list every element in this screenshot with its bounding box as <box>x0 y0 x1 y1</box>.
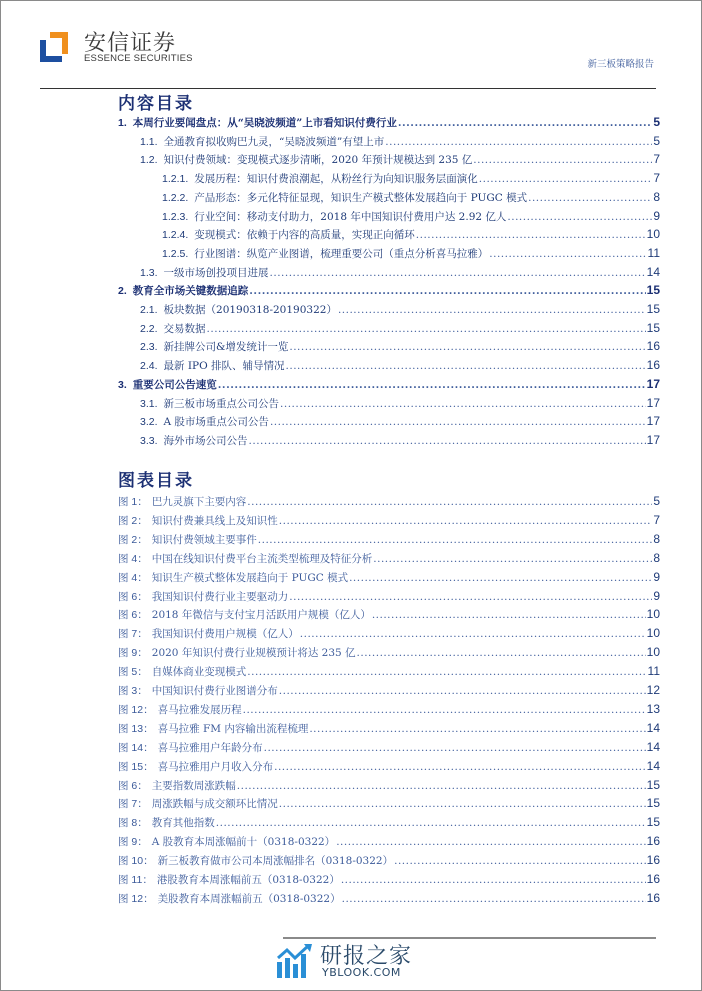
entry-number: 图 15： <box>118 760 154 773</box>
dot-leader <box>243 704 646 716</box>
dot-leader <box>264 742 646 754</box>
entry-page-number: 9 <box>653 569 660 584</box>
entry-page-number: 15 <box>646 302 660 316</box>
entry-number: 1.2. <box>140 154 158 167</box>
entry-page-number: 9 <box>653 208 660 223</box>
figures-title: 图表目录 <box>118 471 194 491</box>
entry-page-number: 13 <box>646 701 660 716</box>
dot-leader <box>289 591 652 603</box>
entry-page-number: 7 <box>653 512 660 527</box>
entry-number: 1.2.4. <box>162 229 189 242</box>
entry-page-number: 7 <box>653 171 660 186</box>
figure-entry[interactable] <box>118 796 660 814</box>
entry-page-number: 5 <box>653 133 660 148</box>
report-type: 新三板策略报告 <box>587 59 654 70</box>
entry-page-number: 16 <box>646 890 660 905</box>
entry-number: 1.2.5. <box>162 247 189 260</box>
entry-label: 中国知识付费行业图谱分布 <box>151 685 278 697</box>
toc-entry[interactable] <box>118 396 660 414</box>
entry-number: 2.4. <box>140 360 158 373</box>
entry-page-number: 11 <box>647 245 660 260</box>
figure-entry[interactable] <box>118 626 660 644</box>
toc-entry[interactable] <box>118 302 660 320</box>
entry-number: 2.3. <box>140 341 158 354</box>
entry-number: 2. <box>118 285 127 298</box>
toc-entry[interactable] <box>118 358 660 376</box>
toc-entry[interactable] <box>118 227 660 245</box>
entry-page-number: 14 <box>646 720 660 735</box>
entry-label: 周涨跌幅与成交额环比情况 <box>151 798 278 811</box>
entry-page-number: 15 <box>646 777 660 792</box>
entry-number: 图 9： <box>118 836 148 849</box>
entry-label: 美股教育本周涨幅前五（0318-0322） <box>157 892 341 905</box>
entry-number: 1.3. <box>140 266 158 279</box>
dot-leader <box>270 416 646 428</box>
figure-entry[interactable] <box>118 740 660 758</box>
entry-number: 图 7： <box>118 798 148 811</box>
entry-label: 教育全市场关键数据追踪 <box>132 285 249 298</box>
figure-entry[interactable] <box>118 759 660 777</box>
entry-number: 1.2.3. <box>162 210 189 223</box>
dot-leader <box>237 780 646 792</box>
dot-leader <box>258 534 653 546</box>
dot-leader <box>279 515 653 527</box>
figure-entry[interactable] <box>118 721 660 739</box>
entry-number: 1.2.1. <box>162 173 189 186</box>
entry-number: 图 5： <box>118 666 148 679</box>
dot-leader <box>270 267 646 279</box>
entry-number: 图 14： <box>118 741 154 754</box>
entry-page-number: 5 <box>653 115 660 129</box>
figure-entry[interactable] <box>118 551 660 569</box>
entry-number: 图 4： <box>118 571 148 584</box>
entry-page-number: 5 <box>653 494 660 508</box>
entry-number: 1.1. <box>140 135 158 148</box>
entry-page-number: 8 <box>653 550 660 565</box>
toc-entry[interactable] <box>118 134 660 152</box>
entry-label: A 股市场重点公司公告 <box>163 416 269 429</box>
dot-leader <box>349 572 652 584</box>
entry-page-number: 17 <box>646 376 660 391</box>
entry-number: 2.2. <box>140 322 158 335</box>
entry-page-number: 14 <box>646 264 660 279</box>
dot-leader <box>341 874 646 886</box>
dot-leader <box>247 666 646 678</box>
figure-entry[interactable] <box>118 702 660 720</box>
entry-page-number: 15 <box>646 320 660 335</box>
logo-english-name: ESSENCE SECURITIES <box>84 53 193 64</box>
entry-label: 最新 IPO 排队、辅导情况 <box>163 360 285 373</box>
entry-page-number: 8 <box>653 531 660 546</box>
toc-entry[interactable] <box>118 265 660 283</box>
toc-entry[interactable] <box>118 209 660 227</box>
figure-entry[interactable] <box>118 891 660 909</box>
dot-leader <box>372 609 646 621</box>
dot-leader <box>279 685 646 697</box>
toc-entry[interactable] <box>118 171 660 189</box>
entry-label: 教育其他指数 <box>151 817 215 830</box>
figure-entry[interactable] <box>118 532 660 550</box>
toc-entry[interactable] <box>118 414 660 432</box>
dot-leader <box>207 323 646 335</box>
dot-leader <box>218 379 646 391</box>
entry-number: 图 13： <box>118 722 154 735</box>
dot-leader <box>247 496 652 508</box>
dot-leader <box>216 817 646 829</box>
figure-entry[interactable] <box>118 513 660 531</box>
entry-label: 本周行业要闻盘点：从“吴晓波频道”上市看知识付费行业 <box>132 117 397 129</box>
entry-label: 新挂牌公司&增发统计一览 <box>163 341 289 354</box>
entry-number: 图 12： <box>118 703 154 716</box>
dot-leader <box>385 136 652 148</box>
dot-leader <box>528 192 652 204</box>
toc-entry[interactable] <box>118 152 660 170</box>
figure-entry[interactable] <box>118 778 660 796</box>
dot-leader <box>398 117 652 129</box>
entry-page-number: 17 <box>646 432 660 447</box>
entry-page-number: 17 <box>646 414 660 429</box>
entry-page-number: 9 <box>653 588 660 603</box>
entry-number: 图 2： <box>118 514 148 527</box>
dot-leader <box>274 761 646 773</box>
entry-label: 港股教育本周涨幅前五（0318-0322） <box>156 874 340 886</box>
entry-page-number: 10 <box>646 626 660 641</box>
entry-page-number: 17 <box>646 395 660 410</box>
entry-number: 图 4： <box>118 552 148 565</box>
figure-entry[interactable] <box>118 683 660 701</box>
entry-page-number: 15 <box>646 283 660 298</box>
entry-label: 知识付费兼具线上及知识性 <box>151 514 278 527</box>
entry-page-number: 16 <box>646 834 660 849</box>
entry-number: 1. <box>118 117 127 129</box>
entry-number: 图 6： <box>118 590 148 603</box>
entry-label: 我国知识付费行业主要驱动力 <box>151 590 289 603</box>
entry-number: 3.1. <box>140 397 158 410</box>
entry-page-number: 16 <box>646 853 660 868</box>
logo-chinese-name: 安信证券 <box>84 31 177 56</box>
toc-entry[interactable] <box>118 433 660 451</box>
entry-label: 2020 年知识付费行业规模预计将达 235 亿 <box>151 647 356 660</box>
entry-label: 海外市场公司公告 <box>163 434 248 447</box>
entry-page-number: 12 <box>646 683 660 697</box>
toc-entry[interactable] <box>118 339 660 357</box>
entry-page-number: 7 <box>653 152 660 167</box>
toc-title: 内容目录 <box>118 94 194 114</box>
entry-label: 主要指数周涨跌幅 <box>151 779 236 792</box>
entry-number: 图 1： <box>118 496 148 508</box>
dot-leader <box>507 211 652 223</box>
entry-label: 自媒体商业变现模式 <box>151 666 247 679</box>
entry-number: 图 11： <box>118 874 153 886</box>
dot-leader <box>309 723 645 735</box>
entry-label: 行业图谱：纵览产业图谱，梳理重要公司（重点分析喜马拉雅） <box>194 247 489 260</box>
entry-number: 图 3： <box>118 685 148 697</box>
figure-entry[interactable] <box>118 570 660 588</box>
dot-leader <box>336 836 645 848</box>
toc-entry[interactable] <box>118 115 660 133</box>
entry-label: 板块数据（20190318-20190322） <box>163 304 337 316</box>
figure-entry[interactable] <box>118 589 660 607</box>
toc-entry[interactable] <box>118 246 660 264</box>
dot-leader <box>249 435 646 447</box>
entry-label: 发展历程：知识付费浪潮起，从粉丝行为向知识服务层面演化 <box>194 173 478 186</box>
entry-page-number: 15 <box>646 815 660 830</box>
figure-entry[interactable] <box>118 645 660 663</box>
entry-page-number: 15 <box>646 796 660 811</box>
entry-label: 喜马拉雅 FM 内容输出流程梳理 <box>157 722 309 735</box>
entry-label: 知识付费领域：变现模式逐步清晰，2020 年预计规模达到 235 亿 <box>163 154 473 167</box>
entry-label: 喜马拉雅用户月收入分布 <box>157 760 274 773</box>
entry-number: 图 8： <box>118 817 148 830</box>
watermark-chinese: 研报之家 <box>320 944 413 969</box>
dot-leader <box>373 553 652 565</box>
entry-page-number: 10 <box>646 227 660 242</box>
dot-leader <box>338 304 646 316</box>
figure-entry[interactable] <box>118 815 660 833</box>
figure-entry[interactable] <box>118 853 660 871</box>
entry-label: 全通教育拟收购巴九灵，“吴晓波频道”有望上市 <box>163 135 385 148</box>
toc-entry[interactable] <box>118 377 660 395</box>
entry-page-number: 14 <box>646 739 660 754</box>
entry-page-number: 11 <box>647 664 660 679</box>
dot-leader <box>473 154 652 166</box>
figure-entry[interactable] <box>118 834 660 852</box>
dot-leader <box>300 628 646 640</box>
dot-leader <box>394 855 646 867</box>
entry-label: 知识生产模式整体发展趋向于 PUGC 模式 <box>151 571 349 584</box>
entry-page-number: 16 <box>646 358 660 373</box>
entry-number: 3. <box>118 378 127 391</box>
entry-label: 巴九灵旗下主要内容 <box>151 496 247 508</box>
dot-leader <box>279 798 646 810</box>
entry-label: 我国知识付费用户规模（亿人） <box>151 628 299 641</box>
entry-number: 图 6： <box>118 779 148 792</box>
entry-number: 2.1. <box>140 304 158 316</box>
entry-page-number: 10 <box>646 645 660 660</box>
entry-label: 新三板教育做市公司本周涨幅排名（0318-0322） <box>157 855 394 868</box>
toc-entry[interactable] <box>118 283 660 301</box>
entry-label: 新三板市场重点公司公告 <box>163 397 280 410</box>
dot-leader <box>286 360 646 372</box>
entry-label: A 股教育本周涨幅前十（0318-0322） <box>151 836 336 849</box>
entry-number: 图 2： <box>118 533 148 546</box>
entry-label: 喜马拉雅用户年龄分布 <box>157 741 263 754</box>
entry-label: 一级市场创投项目进展 <box>163 266 269 279</box>
figure-entry[interactable] <box>118 872 660 890</box>
entry-label: 交易数据 <box>163 322 206 335</box>
entry-label: 行业空间：移动支付助力，2018 年中国知识付费用户达 2.92 亿人 <box>194 210 507 223</box>
entry-number: 图 7： <box>118 628 148 641</box>
toc-entry[interactable] <box>118 190 660 208</box>
entry-number: 图 10： <box>118 855 154 868</box>
figure-entry[interactable] <box>118 664 660 682</box>
entry-page-number: 8 <box>653 189 660 204</box>
toc-entry[interactable] <box>118 321 660 339</box>
essence-securities-logo-icon <box>40 32 68 62</box>
dot-leader <box>357 647 646 659</box>
figure-entry[interactable] <box>118 494 660 512</box>
entry-page-number: 16 <box>646 339 660 354</box>
entry-label: 重要公司公告速览 <box>132 378 217 391</box>
entry-label: 产品形态：多元化特征显现，知识生产模式整体发展趋向于 PUGC 模式 <box>194 191 528 204</box>
entry-number: 图 9： <box>118 647 148 660</box>
entry-number: 1.2.2. <box>162 191 189 204</box>
yblook-chart-icon <box>276 944 312 978</box>
dot-leader <box>280 398 646 410</box>
entry-page-number: 14 <box>646 758 660 773</box>
entry-label: 变现模式：依赖于内容的高质量，实现正向循环 <box>194 229 415 242</box>
dot-leader <box>289 341 645 353</box>
entry-number: 3.2. <box>140 416 158 429</box>
dot-leader <box>416 229 646 241</box>
figure-entry[interactable] <box>118 607 660 625</box>
entry-label: 喜马拉雅发展历程 <box>157 703 242 716</box>
dot-leader <box>479 173 653 185</box>
entry-number: 图 12： <box>118 892 154 905</box>
entry-number: 图 6： <box>118 609 148 622</box>
watermark-english: YBLOOK.COM <box>322 966 401 979</box>
entry-label: 知识付费领域主要事件 <box>151 533 257 546</box>
entry-page-number: 10 <box>646 607 660 622</box>
dot-leader <box>249 285 645 297</box>
entry-number: 3.3. <box>140 434 158 447</box>
dot-leader <box>489 248 646 260</box>
entry-label: 中国在线知识付费平台主流类型梳理及特征分析 <box>151 552 373 565</box>
dot-leader <box>342 893 646 905</box>
entry-label: 2018 年微信与支付宝月活跃用户规模（亿人） <box>151 609 371 622</box>
entry-page-number: 16 <box>646 872 660 886</box>
